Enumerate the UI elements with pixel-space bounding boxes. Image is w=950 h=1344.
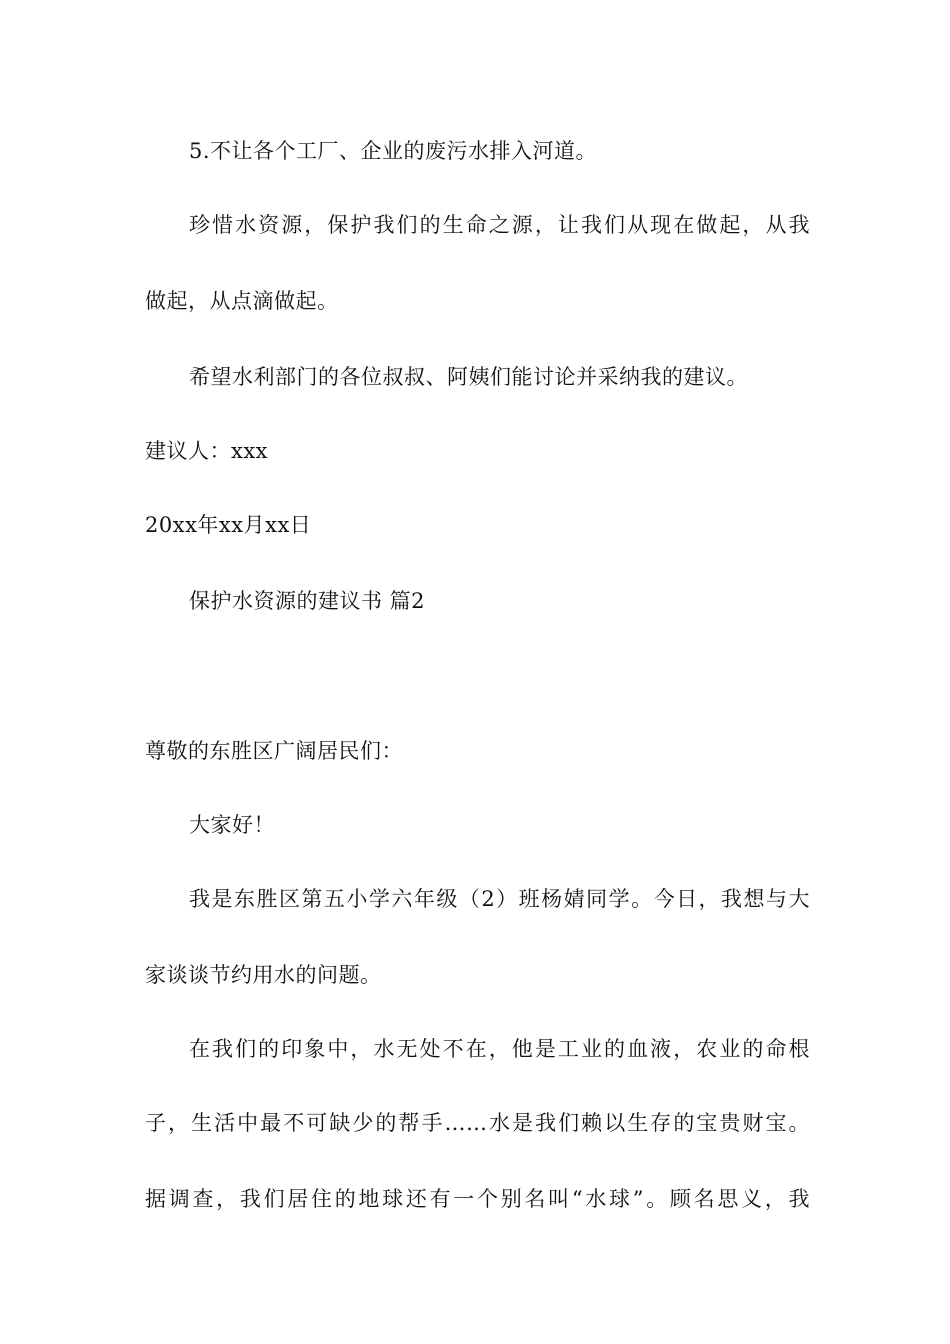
- paragraph-line: 希望水利部门的各位叔叔、阿姨们能讨论并采纳我的建议。: [189, 365, 748, 389]
- paragraph-line: 家谈谈节约用水的问题。: [145, 963, 382, 987]
- paragraph-line: 做起，从点滴做起。: [145, 289, 339, 313]
- date-line: 20xx年xx月xx日: [145, 513, 312, 537]
- section-title: 保护水资源的建议书 篇2: [189, 589, 426, 613]
- greeting: 大家好！: [189, 813, 275, 837]
- salutation: 尊敬的东胜区广阔居民们：: [145, 739, 403, 763]
- paragraph-line: 我是东胜区第五小学六年级（2）班杨婧同学。今日，我想与大: [189, 887, 810, 911]
- paragraph-line: 子，生活中最不可缺少的帮手……水是我们赖以生存的宝贵财宝。: [145, 1111, 810, 1135]
- signature-label: 建议人：xxx: [145, 439, 269, 463]
- paragraph-line: 在我们的印象中，水无处不在，他是工业的血液，农业的命根: [189, 1037, 810, 1061]
- paragraph-line: 据调查，我们居住的地球还有一个别名叫“水球”。顾名思义，我: [145, 1187, 810, 1211]
- paragraph-line: 珍惜水资源，保护我们的生命之源，让我们从现在做起，从我: [189, 213, 810, 237]
- list-item-5: 5.不让各个工厂、企业的废污水排入河道。: [189, 139, 598, 163]
